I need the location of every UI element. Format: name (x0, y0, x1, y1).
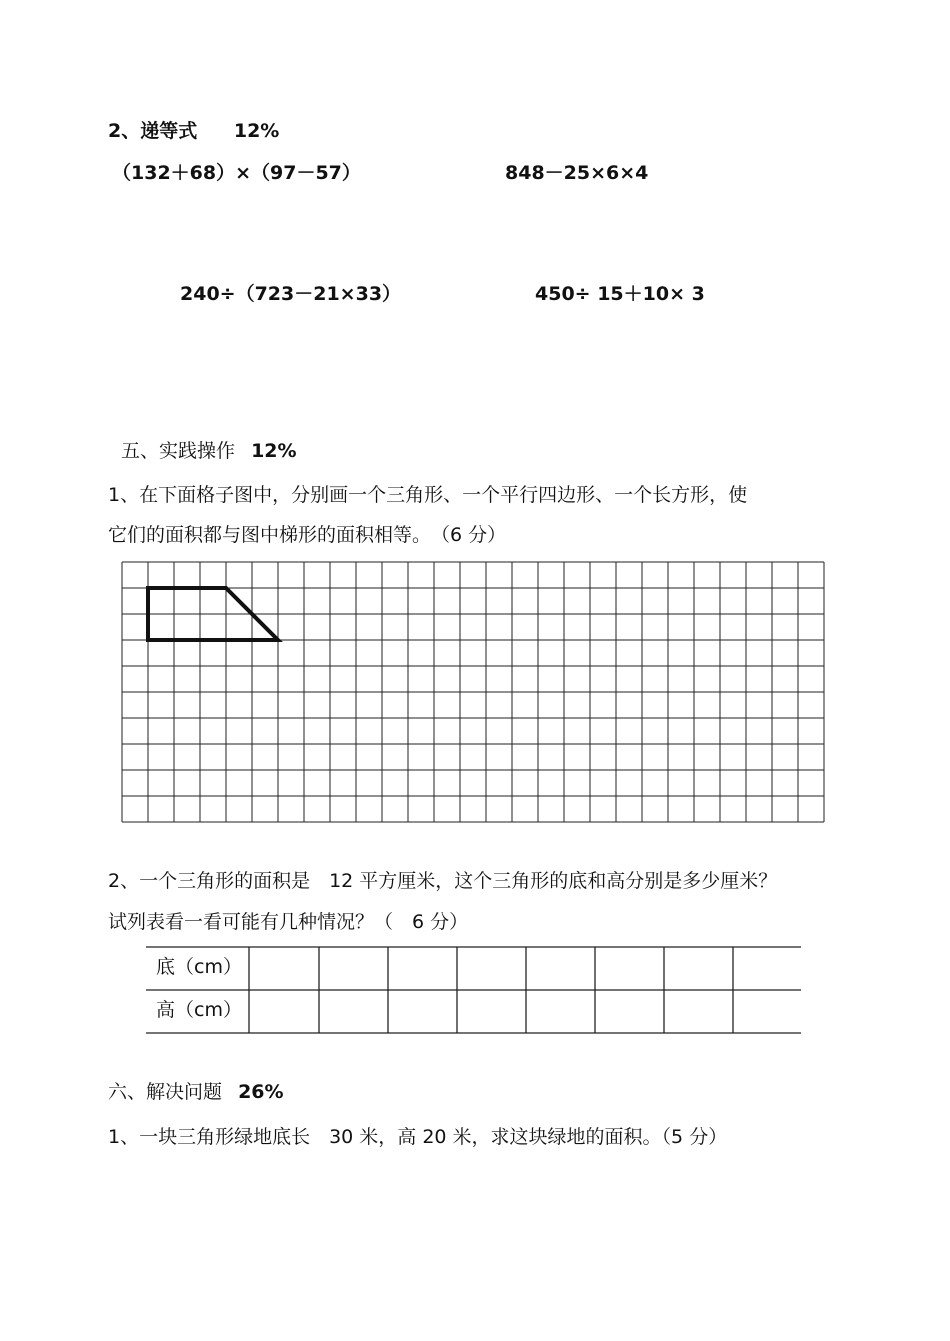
table-row-base-label: 底（cm） (156, 956, 242, 978)
expression-1: （132＋68）×（97－57） (112, 162, 361, 184)
section-six-heading (108, 1077, 284, 1104)
expression-3: 240÷（723－21×33） (180, 283, 402, 305)
question-6-1: 1、一块三角形绿地底长 30 米，高 20 米，求这块绿地的面积。（5 分） (108, 1126, 728, 1148)
section-five-title: 五、实践操作 (121, 440, 236, 462)
section-five-heading (121, 436, 297, 463)
drawing-grid (121, 561, 827, 823)
table-row-height-label: 高（cm） (156, 999, 242, 1021)
section-six-pct: 26% (238, 1081, 284, 1103)
heading-step-calc-pct: 12% (233, 120, 280, 142)
expression-2: 848－25×6×4 (505, 162, 649, 184)
question-5-1-line2: 它们的面积都与图中梯形的面积相等。 （6 分） (108, 524, 507, 546)
section-five-pct: 12% (251, 440, 297, 462)
question-5-2-line1: 2、一个三角形的面积是 12 平方厘米，这个三角形的底和高分别是多少厘米？ (108, 870, 778, 892)
expression-4: 450÷ 15＋10× 3 (535, 283, 705, 305)
heading-step-calc-label: 2、递等式 (108, 120, 198, 142)
base-height-table (146, 946, 802, 1036)
question-5-1-line1: 1、在下面格子图中，分别画一个三角形、一个平行四边形、一个长方形，使 (108, 484, 748, 506)
question-5-2-line2: 试列表看一看可能有几种情况？（ 6 分） (108, 911, 469, 933)
heading-step-calc (108, 116, 279, 143)
section-six-title: 六、解决问题 (108, 1081, 223, 1103)
